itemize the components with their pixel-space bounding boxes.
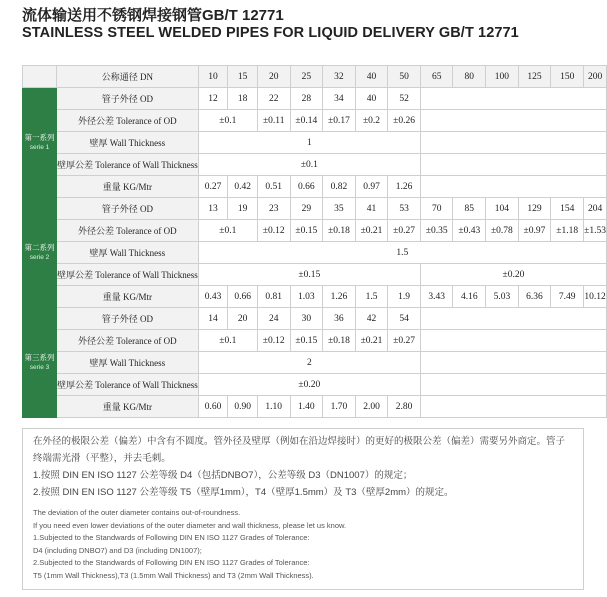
empty-cell xyxy=(420,132,606,154)
od-cell: 40 xyxy=(355,88,388,110)
od-cell: 24 xyxy=(257,308,290,330)
series-2-label xyxy=(23,198,57,308)
tol-od-cell: ±0.12 xyxy=(257,220,290,242)
table-row xyxy=(23,374,607,396)
weight-label: 重量 KG/Mtr xyxy=(56,396,198,418)
weight-cell: 0.82 xyxy=(323,176,356,198)
tol-od-cell: ±0.27 xyxy=(388,220,421,242)
weight-cell: 3.43 xyxy=(420,286,453,308)
tol-od-cell: ±0.26 xyxy=(388,110,421,132)
weight-cell: 0.97 xyxy=(355,176,388,198)
series-name-en: serie 3 xyxy=(29,363,50,371)
table-row xyxy=(23,220,607,242)
empty-cell xyxy=(420,396,606,418)
weight-cell: 1.10 xyxy=(257,396,290,418)
tol-od-cell: ±0.2 xyxy=(355,110,388,132)
empty-cell xyxy=(420,154,606,176)
od-cell: 129 xyxy=(518,198,551,220)
table-row xyxy=(23,286,607,308)
od-cell: 34 xyxy=(323,88,356,110)
od-cell: 13 xyxy=(198,198,228,220)
weight-cell: 0.66 xyxy=(290,176,323,198)
table-row xyxy=(23,176,607,198)
dn-cell: 100 xyxy=(486,66,519,88)
weight-cell: 0.27 xyxy=(198,176,228,198)
weight-cell: 6.36 xyxy=(518,286,551,308)
tol-od-cell: ±0.18 xyxy=(323,330,356,352)
od-cell: 104 xyxy=(486,198,519,220)
tol-od-cell: ±0.11 xyxy=(257,110,290,132)
table-row xyxy=(23,132,607,154)
series-name-cn: 第二系列 xyxy=(24,242,55,252)
table-row xyxy=(23,88,607,110)
note-en-line: 2.Subjected to the Standwards of Following DIN EN ISO 1127 Grades of Tolerance: xyxy=(33,558,310,568)
od-cell: 12 xyxy=(198,88,228,110)
title-english: STAINLESS STEEL WELDED PIPES FOR LIQUID DELIVERY GB/T 12771 xyxy=(22,25,519,41)
series-name-cn: 第一系列 xyxy=(24,132,55,142)
dn-label: 公称通径 DN xyxy=(56,66,198,88)
wall-cell: 1 xyxy=(198,132,420,154)
tol-od-label: 外径公差 Tolerance of OD xyxy=(56,110,198,132)
tol-od-cell: ±0.27 xyxy=(388,330,421,352)
tol-od-cell: ±0.35 xyxy=(420,220,453,242)
dn-cell: 20 xyxy=(257,66,290,88)
weight-cell: 2.00 xyxy=(355,396,388,418)
notes-box xyxy=(22,428,584,590)
tol-od-cell: ±0.18 xyxy=(323,220,356,242)
dn-cell: 65 xyxy=(420,66,453,88)
weight-cell: 1.26 xyxy=(323,286,356,308)
table-row xyxy=(23,242,607,264)
weight-cell: 0.51 xyxy=(257,176,290,198)
empty-cell xyxy=(420,330,606,352)
tol-wall-label: 壁厚公差 Tolerance of Wall Thickness xyxy=(56,374,198,396)
od-cell: 23 xyxy=(257,198,290,220)
tol-od-cell: ±0.43 xyxy=(453,220,486,242)
series-3-label xyxy=(23,308,57,418)
weight-cell: 0.66 xyxy=(228,286,258,308)
note-en-line: If you need even lower deviations of the outer diameter and wall thickness, please let us know. xyxy=(33,520,347,530)
empty-cell xyxy=(420,88,606,110)
weight-label: 重量 KG/Mtr xyxy=(56,176,198,198)
table-row xyxy=(23,330,607,352)
tol-od-cell: ±0.78 xyxy=(486,220,519,242)
dn-cell: 25 xyxy=(290,66,323,88)
od-cell: 20 xyxy=(228,308,258,330)
table-row xyxy=(23,264,607,286)
weight-cell: 0.43 xyxy=(198,286,228,308)
series-name-cn: 第三系列 xyxy=(24,352,55,362)
od-cell: 52 xyxy=(388,88,421,110)
dn-cell: 125 xyxy=(518,66,551,88)
dn-cell: 40 xyxy=(355,66,388,88)
od-cell: 36 xyxy=(323,308,356,330)
weight-cell: 1.26 xyxy=(388,176,421,198)
series-name-en: serie 2 xyxy=(29,253,50,261)
weight-cell: 7.49 xyxy=(551,286,584,308)
empty-cell xyxy=(420,308,606,330)
tol-wall-cell: ±0.20 xyxy=(198,374,420,396)
note-cn-line: 1.按照 DIN EN ISO 1127 公差等级 D4（包括DNBO7），公差等级 D3（DN1007）的规定； xyxy=(33,470,413,481)
tol-od-label: 外径公差 Tolerance of OD xyxy=(56,220,198,242)
table-row xyxy=(23,352,607,374)
od-cell: 18 xyxy=(228,88,258,110)
weight-cell: 0.42 xyxy=(228,176,258,198)
table-row xyxy=(23,396,607,418)
empty-cell xyxy=(420,352,606,374)
weight-cell: 1.70 xyxy=(323,396,356,418)
od-cell: 22 xyxy=(257,88,290,110)
note-en-line: D4 (including DNBO7) and D3 (including DN1007); xyxy=(33,545,202,555)
empty-cell xyxy=(420,374,606,396)
note-cn-line: 2.按照 DIN EN ISO 1127 公差等级 T5（壁厚1mm），T4（壁厚1.5mm）及 T3（壁厚2mm）的规定。 xyxy=(33,487,454,498)
od-label: 管子外径 OD xyxy=(56,88,198,110)
tol-wall-label: 壁厚公差 Tolerance of Wall Thickness xyxy=(56,264,198,286)
dn-cell: 10 xyxy=(198,66,228,88)
od-cell: 30 xyxy=(290,308,323,330)
tol-wall-cell: ±0.20 xyxy=(420,264,606,286)
header-row xyxy=(23,66,607,88)
wall-label: 壁厚 Wall Thickness xyxy=(56,132,198,154)
wall-label: 壁厚 Wall Thickness xyxy=(56,242,198,264)
od-cell: 28 xyxy=(290,88,323,110)
dn-cell: 150 xyxy=(551,66,584,88)
note-en-line: The deviation of the outer diameter contains out-of-roundness. xyxy=(33,508,241,517)
series-1-label xyxy=(23,88,57,198)
tol-wall-cell: ±0.15 xyxy=(198,264,420,286)
tol-od-cell: ±0.15 xyxy=(290,330,323,352)
tol-od-cell: ±0.1 xyxy=(198,110,257,132)
tol-od-cell: ±0.12 xyxy=(257,330,290,352)
table-row xyxy=(23,198,607,220)
tol-od-cell: ±0.97 xyxy=(518,220,551,242)
tol-od-cell: ±0.1 xyxy=(198,220,257,242)
empty-cell xyxy=(420,110,606,132)
od-cell: 42 xyxy=(355,308,388,330)
tol-od-cell: ±1.53 xyxy=(584,220,607,242)
weight-label: 重量 KG/Mtr xyxy=(56,286,198,308)
weight-cell: 1.40 xyxy=(290,396,323,418)
od-cell: 19 xyxy=(228,198,258,220)
dn-cell: 50 xyxy=(388,66,421,88)
weight-cell: 1.03 xyxy=(290,286,323,308)
od-cell: 154 xyxy=(551,198,584,220)
tol-wall-label: 壁厚公差 Tolerance of Wall Thickness xyxy=(56,154,198,176)
note-en-line: T5 (1mm Wall Thickness),T3 (1.5mm Wall Thickness) and T3 (2mm Wall Thickness). xyxy=(33,570,314,580)
od-cell: 41 xyxy=(355,198,388,220)
tol-od-cell: ±0.21 xyxy=(355,330,388,352)
title-chinese: 流体输送用不锈钢焊接钢管GB/T 12771 xyxy=(22,7,284,24)
weight-cell: 1.5 xyxy=(355,286,388,308)
od-label: 管子外径 OD xyxy=(56,198,198,220)
wall-cell: 2 xyxy=(198,352,420,374)
series-name-en: serie 1 xyxy=(29,143,50,151)
table-row xyxy=(23,110,607,132)
weight-cell: 0.81 xyxy=(257,286,290,308)
weight-cell: 1.9 xyxy=(388,286,421,308)
tol-od-cell: ±1.18 xyxy=(551,220,584,242)
dn-cell: 15 xyxy=(228,66,258,88)
od-cell: 14 xyxy=(198,308,228,330)
od-cell: 85 xyxy=(453,198,486,220)
dn-cell: 80 xyxy=(453,66,486,88)
table-row xyxy=(23,308,607,330)
weight-cell: 0.60 xyxy=(198,396,228,418)
weight-cell: 5.03 xyxy=(486,286,519,308)
od-cell: 35 xyxy=(323,198,356,220)
tol-od-label: 外径公差 Tolerance of OD xyxy=(56,330,198,352)
note-cn-line: 终端需光滑（平整），并去毛刺。 xyxy=(33,453,171,464)
pipe-spec-table xyxy=(22,65,607,418)
od-cell: 204 xyxy=(584,198,607,220)
od-label: 管子外径 OD xyxy=(56,308,198,330)
dn-cell: 32 xyxy=(323,66,356,88)
wall-cell: 1.5 xyxy=(198,242,606,264)
weight-cell: 10.12 xyxy=(584,286,607,308)
header-corner xyxy=(23,66,57,88)
weight-cell: 0.90 xyxy=(228,396,258,418)
dn-cell: 200 xyxy=(584,66,607,88)
table-row xyxy=(23,154,607,176)
note-en-line: 1.Subjected to the Standwards of Following DIN EN ISO 1127 Grades of Tolerance: xyxy=(33,533,310,543)
tol-od-cell: ±0.17 xyxy=(323,110,356,132)
note-cn-line: 在外径的极限公差（偏差）中含有不圆度。管外径及壁厚（例如在沿边焊接时）的更好的极限公差（偏差）需要另外商定。管子 xyxy=(33,436,566,447)
wall-label: 壁厚 Wall Thickness xyxy=(56,352,198,374)
tol-wall-cell: ±0.1 xyxy=(198,154,420,176)
od-cell: 29 xyxy=(290,198,323,220)
od-cell: 54 xyxy=(388,308,421,330)
tol-od-cell: ±0.1 xyxy=(198,330,257,352)
weight-cell: 2.80 xyxy=(388,396,421,418)
tol-od-cell: ±0.21 xyxy=(355,220,388,242)
empty-cell xyxy=(420,176,606,198)
od-cell: 53 xyxy=(388,198,421,220)
tol-od-cell: ±0.14 xyxy=(290,110,323,132)
tol-od-cell: ±0.15 xyxy=(290,220,323,242)
weight-cell: 4.16 xyxy=(453,286,486,308)
od-cell: 70 xyxy=(420,198,453,220)
